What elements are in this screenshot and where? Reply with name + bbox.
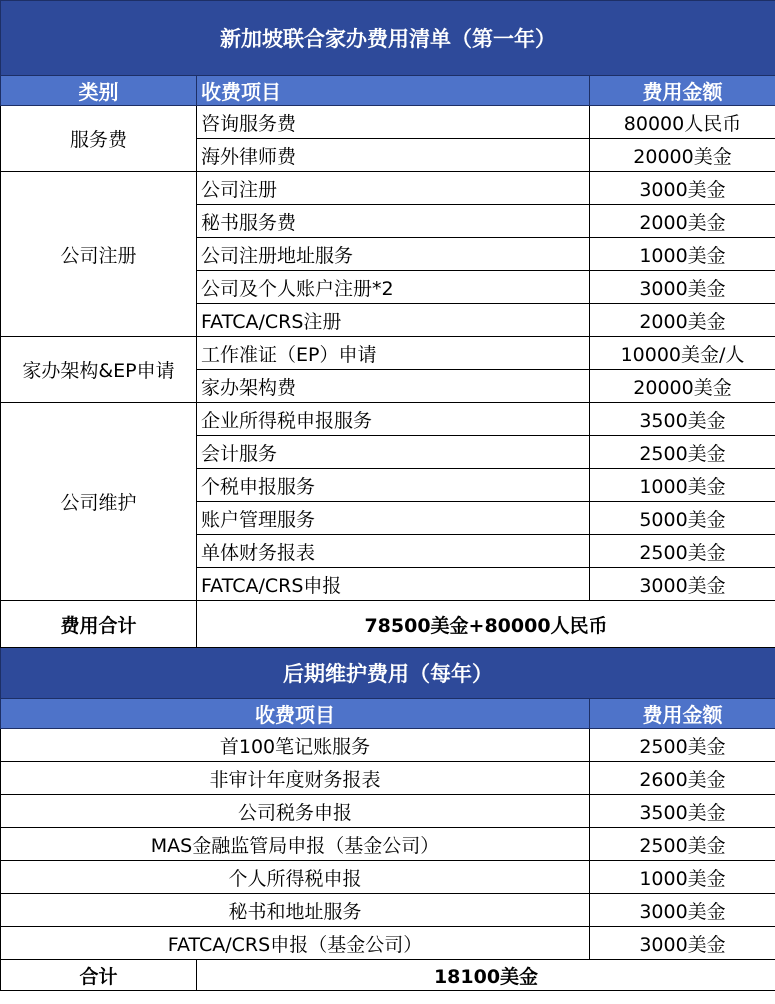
category-cell: 家办架构&EP申请 — [1, 337, 197, 403]
item-name-cell: FATCA/CRS注册 — [197, 304, 590, 337]
item-name-cell: 工作准证（EP）申请 — [197, 337, 590, 370]
maintenance-item-cell: 公司税务申报 — [1, 795, 590, 828]
section2-total-label: 合计 — [1, 960, 197, 991]
item-amount-cell: 20000美金 — [590, 370, 775, 403]
item-amount-cell: 1000美金 — [590, 469, 775, 502]
section2-total-row — [1, 960, 775, 991]
section1-header-row — [1, 76, 775, 106]
item-amount-cell: 2000美金 — [590, 205, 775, 238]
maintenance-amount-cell: 3000美金 — [590, 894, 775, 927]
section1-total-row — [1, 601, 775, 648]
section1-total-label: 费用合计 — [1, 601, 197, 648]
item-name-cell: 海外律师费 — [197, 139, 590, 172]
item-name-cell: 单体财务报表 — [197, 535, 590, 568]
item-amount-cell: 3000美金 — [590, 568, 775, 601]
maintenance-item-cell: 非审计年度财务报表 — [1, 762, 590, 795]
maintenance-row — [1, 828, 775, 861]
maintenance-item-cell: MAS金融监管局申报（基金公司） — [1, 828, 590, 861]
fee-row — [1, 106, 775, 139]
section2-header-item: 收费项目 — [1, 699, 590, 729]
item-amount-cell: 5000美金 — [590, 502, 775, 535]
item-amount-cell: 80000人民币 — [590, 106, 775, 139]
maintenance-amount-cell: 3000美金 — [590, 927, 775, 960]
item-name-cell: 账户管理服务 — [197, 502, 590, 535]
maintenance-amount-cell: 2600美金 — [590, 762, 775, 795]
maintenance-item-cell: 秘书和地址服务 — [1, 894, 590, 927]
item-name-cell: FATCA/CRS申报 — [197, 568, 590, 601]
item-name-cell: 企业所得税申报服务 — [197, 403, 590, 436]
fee-row — [1, 172, 775, 205]
header-category: 类别 — [1, 76, 197, 106]
header-amount: 费用金额 — [590, 76, 775, 106]
section1-total-value: 78500美金+80000人民币 — [197, 601, 775, 648]
item-amount-cell: 3000美金 — [590, 271, 775, 304]
maintenance-row — [1, 795, 775, 828]
maintenance-amount-cell: 2500美金 — [590, 729, 775, 762]
section2-title-row — [1, 648, 775, 699]
section2-header-amount: 费用金额 — [590, 699, 775, 729]
item-name-cell: 咨询服务费 — [197, 106, 590, 139]
item-name-cell: 公司注册地址服务 — [197, 238, 590, 271]
maintenance-item-cell: 首100笔记账服务 — [1, 729, 590, 762]
section2-total-value: 18100美金 — [197, 960, 775, 991]
maintenance-amount-cell: 2500美金 — [590, 828, 775, 861]
category-cell: 公司注册 — [1, 172, 197, 337]
maintenance-row — [1, 861, 775, 894]
item-amount-cell: 3500美金 — [590, 403, 775, 436]
item-name-cell: 公司注册 — [197, 172, 590, 205]
maintenance-row — [1, 762, 775, 795]
item-name-cell: 会计服务 — [197, 436, 590, 469]
item-name-cell: 公司及个人账户注册*2 — [197, 271, 590, 304]
category-cell: 服务费 — [1, 106, 197, 172]
section1-title-row — [1, 1, 775, 76]
item-amount-cell: 2500美金 — [590, 535, 775, 568]
fee-row — [1, 403, 775, 436]
section2-header-row — [1, 699, 775, 729]
category-cell: 公司维护 — [1, 403, 197, 601]
header-item: 收费项目 — [197, 76, 590, 106]
maintenance-row — [1, 927, 775, 960]
maintenance-row — [1, 729, 775, 762]
section2-title: 后期维护费用（每年） — [1, 648, 775, 699]
item-amount-cell: 3000美金 — [590, 172, 775, 205]
item-name-cell: 家办架构费 — [197, 370, 590, 403]
section1-title: 新加坡联合家办费用清单（第一年） — [1, 1, 775, 76]
item-amount-cell: 2000美金 — [590, 304, 775, 337]
maintenance-amount-cell: 3500美金 — [590, 795, 775, 828]
fee-row — [1, 337, 775, 370]
item-amount-cell: 10000美金/人 — [590, 337, 775, 370]
maintenance-amount-cell: 1000美金 — [590, 861, 775, 894]
item-amount-cell: 2500美金 — [590, 436, 775, 469]
item-amount-cell: 20000美金 — [590, 139, 775, 172]
maintenance-item-cell: FATCA/CRS申报（基金公司） — [1, 927, 590, 960]
item-name-cell: 个税申报服务 — [197, 469, 590, 502]
item-amount-cell: 1000美金 — [590, 238, 775, 271]
item-name-cell: 秘书服务费 — [197, 205, 590, 238]
maintenance-item-cell: 个人所得税申报 — [1, 861, 590, 894]
maintenance-row — [1, 894, 775, 927]
